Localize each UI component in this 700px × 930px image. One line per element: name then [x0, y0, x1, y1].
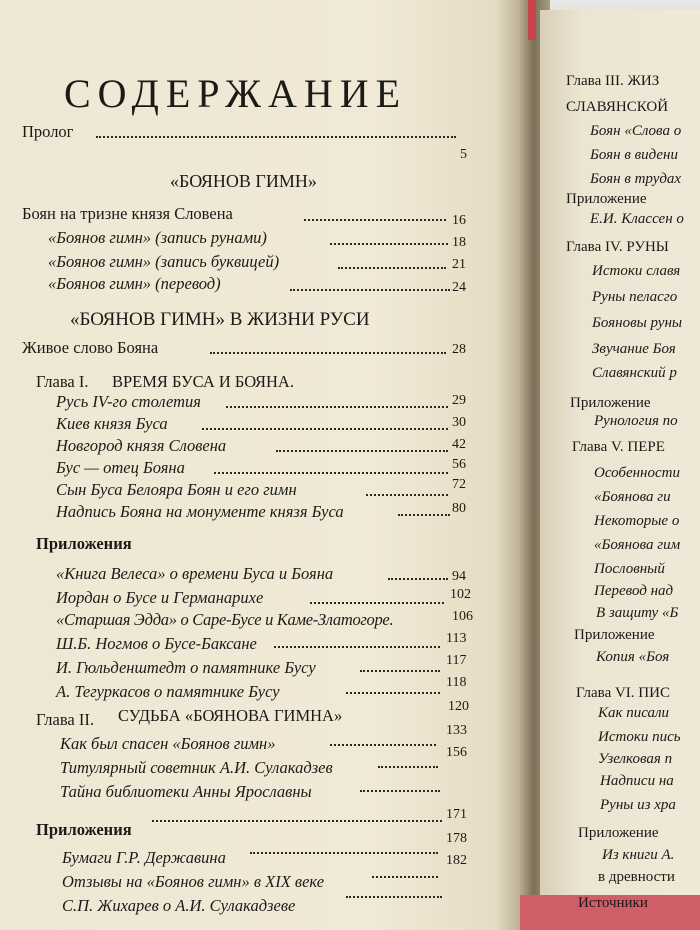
- right-page-line: В защиту «Б: [596, 605, 679, 621]
- toc-entry-page: 182: [446, 853, 467, 868]
- leader-dots: [274, 646, 440, 648]
- right-page-line: Некоторые о: [594, 513, 680, 529]
- right-page-line: Глава IV. РУНЫ: [566, 239, 669, 255]
- toc-entry-page: 18: [452, 235, 466, 250]
- right-page-line: Истоки пись: [598, 729, 681, 745]
- right-page-line: «Боянова ги: [594, 489, 671, 505]
- leader-dots: [202, 428, 448, 430]
- toc-entry-label: Киев князя Буса: [56, 414, 168, 433]
- right-page-line: Бояновы руны: [592, 315, 683, 331]
- right-page-line: Руны пеласго: [592, 289, 678, 305]
- right-page-line: в древности: [598, 869, 675, 885]
- right-page-line: Надписи на: [600, 773, 674, 789]
- right-page-line: Рунология по: [594, 413, 678, 429]
- toc-entry-label: Отзывы на «Боянов гимн» в XIX веке: [62, 872, 325, 891]
- toc-entry-label: «Боянов гимн» (запись рунами): [48, 228, 267, 247]
- appendices-heading: Приложения: [36, 534, 132, 553]
- leader-dots: [214, 472, 448, 474]
- toc-entry-page: 94: [452, 569, 466, 584]
- section-heading: «БОЯНОВ ГИМН»: [170, 171, 317, 191]
- leader-dots: [360, 790, 440, 792]
- toc-entry-page: 106: [452, 609, 473, 624]
- toc-entry-page: 118: [446, 675, 467, 690]
- page-title: СОДЕРЖАНИЕ: [64, 71, 408, 116]
- toc-entry-label: Живое слово Бояна: [22, 338, 159, 357]
- toc-entry-page: 29: [452, 393, 466, 408]
- right-page-line: Источники: [578, 895, 648, 911]
- right-page-line: Истоки славя: [592, 263, 681, 279]
- toc-entry-label: Боян на тризне князя Словена: [22, 204, 233, 223]
- toc-entry-page: 24: [452, 280, 466, 295]
- toc-entry-label: «Книга Велеса» о времени Буса и Бояна: [56, 564, 334, 583]
- right-page-line: Е.И. Классен о: [590, 211, 684, 227]
- leader-dots: [250, 852, 438, 854]
- toc-entry-page: 16: [452, 213, 466, 228]
- leader-dots: [338, 267, 446, 269]
- right-page-line: Руны из хра: [600, 797, 676, 813]
- right-page-line: Приложение: [570, 395, 651, 411]
- chapter-prefix: Глава I.: [36, 372, 89, 391]
- section-heading: «БОЯНОВ ГИМН» В ЖИЗНИ РУСИ: [70, 309, 370, 330]
- leader-dots: [210, 352, 446, 354]
- toc-entry-page: 42: [452, 437, 466, 452]
- right-page-line: Приложение: [566, 191, 647, 207]
- leader-dots: [398, 514, 450, 516]
- toc-entry-label: Бумаги Г.Р. Державина: [62, 848, 226, 867]
- right-page-line: Боян в трудах: [590, 171, 682, 187]
- toc-entry-label: А. Тегуркасов о памятнике Бусу: [56, 682, 280, 701]
- leader-dots: [96, 136, 456, 138]
- toc-entry-label: «Боянов гимн» (перевод): [48, 274, 221, 293]
- toc-entry-label: Как был спасен «Боянов гимн»: [60, 734, 276, 753]
- toc-entry-label: Тайна библиотеки Анны Ярославны: [60, 782, 312, 801]
- chapter-prefix: Глава II.: [36, 710, 94, 729]
- toc-entry-page: 113: [446, 631, 467, 646]
- leader-dots: [360, 670, 440, 672]
- leader-dots: [346, 896, 442, 898]
- toc-entry-label: И. Гюльденштедт о памятнике Бусу: [56, 658, 316, 677]
- right-page-line: Пословный: [594, 561, 665, 577]
- chapter-title: ВРЕМЯ БУСА И БОЯНА.: [112, 372, 294, 391]
- right-page-line: Перевод над: [594, 583, 674, 599]
- toc-entry-label: Титулярный советник А.И. Сулакадзев: [60, 758, 333, 777]
- toc-entry-page: 56: [452, 457, 466, 472]
- toc-entry-page: 80: [452, 501, 466, 516]
- toc-entry-label: Надпись Бояна на монументе князя Буса: [56, 502, 344, 521]
- toc-entry-label: Новгород князя Словена: [56, 436, 227, 455]
- right-page-line: Звучание Боя: [592, 341, 676, 357]
- right-page-line: Узелковая п: [598, 751, 673, 767]
- leader-dots: [330, 744, 436, 746]
- right-page-line: Боян в видени: [590, 147, 678, 163]
- right-page-line: Как писали: [598, 705, 670, 721]
- right-page-line: Приложение: [578, 825, 659, 841]
- leader-dots: [346, 692, 440, 694]
- toc-entry-label: «Боянов гимн» (запись буквицей): [48, 252, 280, 271]
- leader-dots: [366, 494, 448, 496]
- book-cover-edge: [528, 0, 536, 40]
- leader-dots: [226, 406, 448, 408]
- right-page-line: Копия «Боя: [596, 649, 670, 665]
- leader-dots: [388, 578, 448, 580]
- toc-entry-page: 5: [460, 147, 467, 162]
- leader-dots: [304, 219, 446, 221]
- toc-entry-page: 21: [452, 257, 466, 272]
- toc-entry-label: Ш.Б. Ногмов о Бусе-Баксане: [56, 634, 257, 653]
- appendices-heading: Приложения: [36, 820, 132, 839]
- leader-dots: [310, 602, 444, 604]
- toc-entry-label: С.П. Жихарев о А.И. Сулакадзеве: [62, 896, 296, 915]
- right-page-line: Боян «Слова о: [590, 123, 682, 139]
- toc-entry-label: Сын Буса Белояра Боян и его гимн: [56, 480, 297, 499]
- right-page-line: Глава VI. ПИС: [576, 685, 670, 701]
- toc-entry-page: 133: [446, 723, 467, 738]
- toc-entry-page: 156: [446, 745, 467, 760]
- leader-dots: [152, 820, 442, 822]
- toc-entry-page: 117: [446, 653, 467, 668]
- leader-dots: [276, 450, 448, 452]
- toc-entry-label: Русь IV-го столетия: [56, 392, 201, 411]
- toc-entry-label: Бус — отец Бояна: [56, 458, 185, 477]
- right-page-line: «Боянова гим: [594, 537, 681, 553]
- right-page-line: Глава III. ЖИЗ: [566, 73, 660, 89]
- toc-entry-label: Иордан о Бусе и Германарихе: [56, 588, 264, 607]
- toc-entry-page: 30: [452, 415, 466, 430]
- toc-entry-label: «Старшая Эдда» о Саре-Бусе и Каме-Златогоре.: [56, 610, 394, 629]
- leader-dots: [290, 289, 450, 291]
- toc-entry-page: 171: [446, 807, 467, 822]
- toc-entry-page: 72: [452, 477, 466, 492]
- right-page-line: Особенности: [594, 465, 680, 481]
- toc-entry-page: 28: [452, 342, 466, 357]
- toc-entry-label: Пролог: [22, 122, 74, 141]
- leader-dots: [330, 243, 448, 245]
- chapter-title: СУДЬБА «БОЯНОВА ГИМНА»: [118, 706, 343, 725]
- right-page-line: Глава V. ПЕРЕ: [572, 439, 665, 455]
- leader-dots: [378, 766, 438, 768]
- toc-entry-page: 120: [448, 699, 469, 714]
- leader-dots: [372, 876, 438, 878]
- right-page-line: Из книги А.: [602, 847, 675, 863]
- right-page-line: СЛАВЯНСКОЙ: [566, 99, 669, 115]
- right-page-line: Приложение: [574, 627, 655, 643]
- right-page-line: Славянский р: [592, 365, 677, 381]
- toc-entry-page: 102: [450, 587, 471, 602]
- toc-entry-page: 178: [446, 831, 467, 846]
